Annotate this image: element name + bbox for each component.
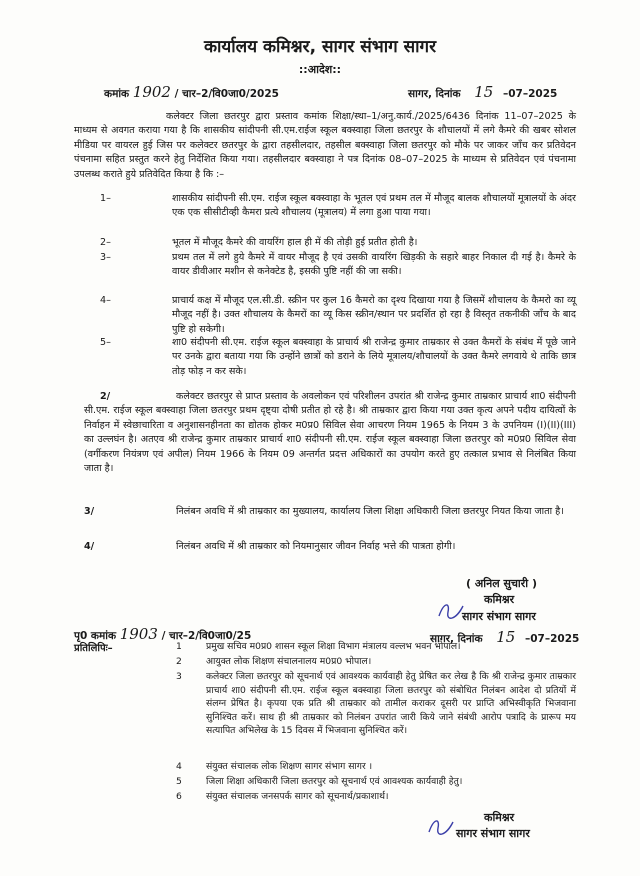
finding-number: 3– bbox=[100, 252, 111, 263]
order-text: निलंबन अवधि में श्री ताम्रकार का मुख्यालय, कार्यालय जिला शिक्षा अधिकारी जिला छतरपुर नियत किया जाता है। bbox=[176, 506, 564, 517]
copy-label: प्रतिलिपिः– bbox=[74, 643, 113, 654]
order-heading: ::आदेश:: bbox=[298, 63, 342, 76]
copy-item-number: 2 bbox=[176, 656, 182, 667]
finding-text: प्रथम तल में लगे हुये कैमरे में वायर मौजूद है एवं उसकी वायरिंग खिड़की के सहारे बाहर निकाल दी गई है। कैमरे के वायर डीवीआर मशीन से कनेक्टेड है, इसकी पुष्टि नहीं की जा सकी। bbox=[172, 252, 576, 278]
intro-paragraph: कलेक्टर जिला छतरपुर द्वारा प्रस्ताव कमांक शिक्षा/स्था–1/अनु.कार्य./2025/6436 दिनांक 11–07–2025 के माध्यम से अवगत कराया गया है कि शासकीय सांदीपनी सी.एम.राईज स्कूल बक्स्वाहा जिला छतरपुर के शौचालयों में लगे कैमरे की खबर सोशल मीडिया पर वायरल हुई जिस पर कलेक्टर छतरपुर के द्वारा तहसीलदार, तहसील बक्स्वाहा जिला छतरपुर को मौके पर जाकर जाँच कर प्रतिवेदन पंचनामा सहित प्रस्तुत करने हेतु निर्देशित किया गया। तहसीलदार बक्स्वाहा ने पत्र दिनांक 08–07–2025 के माध्यम से प्रतिवेदन एवं पंचनामा उपलब्ध कराते हुये प्रतिवेदित किया है कि :– bbox=[74, 111, 576, 180]
order-text: निलंबन अवधि में श्री ताम्रकार को नियमानुसार जीवन निर्वाह भत्ते की पात्रता होगी। bbox=[176, 541, 456, 552]
order-number: 4/ bbox=[84, 541, 95, 552]
copy-item-text: कलेक्टर जिला छतरपुर को सूचनार्थ एवं आवश्यक कार्यवाही हेतु प्रेषित कर लेख है कि श्री राजेन्द्र कुमार ताम्रकार प्राचार्य शा0 संदीपनी सी.एम. राईज स्कूल बक्स्वाहा जिला छतरपुर को संबोधित निलंबन आदेश दो प्रतियों में संलग्न प्रेषित है। कृपया एक प्रति श्री ताम्रकार को तामील कराकर दूसरी पर प्राप्ति अभिस्वीकृति भिजवाना सुनिश्चित करें। साथ ही श्री ताम्रकार को निलंबन उपरांत जारी किये जाने संबंधी आरोप पत्रादि के प्रारूप मय सत्यापित अभिलेख के 15 दिवस में भिजवाना सुनिश्चित करें। bbox=[206, 671, 576, 737]
copy-item-number: 3 bbox=[176, 671, 182, 682]
office-title: कार्यालय कमिश्नर, सागर संभाग सागर bbox=[203, 37, 437, 57]
order-reference bbox=[104, 83, 279, 101]
copy-signature-mark bbox=[426, 814, 456, 840]
finding-text: प्राचार्य कक्ष में मौजूद एल.सी.डी. स्क्रीन पर कुल 16 कैमरो का दृश्य दिखाया गया है जिसमें शौचालय के कैमरो का व्यू मौजूद नहीं है। उक्त शौचालय के कैमरों का व्यू किस स्क्रीन/स्थान पर प्रदर्शित हो रहा है विस्तृत तकनीकी जाँच के बाद पुष्टि हो सकेगी। bbox=[172, 295, 576, 335]
date-label: सागर, दिनांक bbox=[408, 88, 461, 100]
finding-number: 1– bbox=[100, 193, 111, 204]
copy-item-number: 6 bbox=[176, 791, 182, 802]
ref-handwritten-number: 1902 bbox=[132, 83, 171, 101]
copy-item-text: संयुक्त संचालक जनसपर्क सागर को सूचनार्थ/प्रकाशार्थ। bbox=[206, 791, 389, 802]
ref-prefix: कमांक bbox=[104, 88, 130, 100]
order-number: 2/ bbox=[100, 391, 111, 402]
copy-signatory-designation: कमिश्नर bbox=[484, 811, 515, 824]
signatory-office: सागर संभाग सागर bbox=[462, 610, 536, 623]
copy-item-number: 1 bbox=[176, 641, 182, 652]
order-text: कलेक्टर छतरपुर से प्राप्त प्रस्ताव के अवलोकन एवं परिशीलन उपरांत श्री राजेन्द्र कुमार ताम्रकार प्राचार्य शा0 संदीपनी सी.एम. राईज स्कूल बक्स्वाहा जिला छतरपुर प्रथम दृष्ट्या दोषी प्रतीत हो रहे है। श्री ताम्रकार द्वारा किया गया उक्त कृत्य अपने पदीय दायित्वों के निर्वाहन में स्वेछाचारिता व अनुशासनहीनता का द्योतक होकर म0प्र0 सिविल सेवा आचरण नियम 1965 के नियम 3 के उपनियम (I)(II)(III) का उल्लघंन है। अतएव श्री राजेन्द्र कुमार ताम्रकार प्राचार्य शा0 संदीपनी सी.एम. राईज स्कूल बक्स्वाहा जिला छतरपुर को म0प्र0 सिविल सेवा (वर्गीकरण नियंत्रण एवं अपील) नियम 1966 के नियम 09 अन्तर्गत प्रदत्त अधिकारों का उपयोग करते हुए तत्काल प्रभाव से निलंबित किया जाता है। bbox=[84, 391, 576, 475]
order-number: 3/ bbox=[84, 506, 95, 517]
copy-ref-prefix: पृ0 कमांक bbox=[74, 630, 117, 642]
copy-ref-body: / चार–2/वि0जा0/25 bbox=[161, 630, 252, 642]
copy-item-text: आयुक्त लोक शिक्षण संचालनालय म0प्र0 भोपाल। bbox=[206, 656, 372, 667]
copy-item-text: प्रमुख सचिव म0प्र0 शासन स्कूल शिक्षा विभाग मंत्रालय वल्लभ भवन भोपाल। bbox=[206, 641, 461, 652]
copy-date-day-handwritten: 15 bbox=[496, 628, 516, 646]
copy-ref-handwritten-number: 1903 bbox=[119, 625, 158, 643]
copy-date-rest: –07–2025 bbox=[524, 633, 580, 645]
finding-text: शासकीय सांदीपनी सी.एम. राईज स्कूल बक्स्वाहा के भूतल एवं प्रथम तल में मौजूद बालक शौचालयों मूत्रालयों के अंदर एक एक सीसीटीव्ही कैमरा प्रत्ये शौचालय (मूत्रालय) में लगा हुआ पाया गया। bbox=[172, 193, 576, 219]
copy-item-number: 5 bbox=[176, 776, 182, 787]
finding-number: 2– bbox=[100, 237, 111, 248]
copy-item-text: संयुक्त संचालक लोक शिक्षण सागर संभाग सागर । bbox=[206, 761, 373, 772]
finding-number: 5– bbox=[100, 337, 111, 348]
finding-text: शा0 संदीपनी सी.एम. राईज स्कूल बक्स्वाहा के प्राचार्य श्री राजेन्द्र कुमार ताम्रकार से उक्त कैमरों के संबंध में पूछे जाने पर उनके द्वारा बताया गया कि उन्होंने छात्रों को डराने के लिये मूत्रालय/शौचालयों के उक्त कैमरे लगवाये थे ताकि छात्र तोड़ फोड़ न कर सके। bbox=[172, 337, 576, 377]
finding-text: भूतल में मौजूद कैमरे की वायरिंग हाल ही में की तोड़ी हुई प्रतीत होती है। bbox=[172, 237, 418, 248]
copy-signatory-office: सागर संभाग सागर bbox=[456, 827, 530, 840]
date-rest: –07–2025 bbox=[502, 88, 558, 100]
signature-mark bbox=[436, 598, 466, 624]
copy-date-label: सागर, दिनांक bbox=[430, 633, 483, 645]
order-date bbox=[408, 83, 557, 101]
signatory-designation: कमिश्नर bbox=[484, 593, 515, 606]
finding-number: 4– bbox=[100, 295, 111, 306]
ref-body: / चार–2/वि0जा0/2025 bbox=[174, 88, 279, 100]
date-day-handwritten: 15 bbox=[474, 83, 494, 101]
copy-item-number: 4 bbox=[176, 761, 182, 772]
signatory-name: ( अनिल सुचारी ) bbox=[466, 577, 537, 590]
copy-item-text: जिला शिक्षा अधिकारी जिला छतरपुर को सूचनार्थ एवं आवश्यक कार्यवाही हेतु। bbox=[206, 776, 463, 787]
